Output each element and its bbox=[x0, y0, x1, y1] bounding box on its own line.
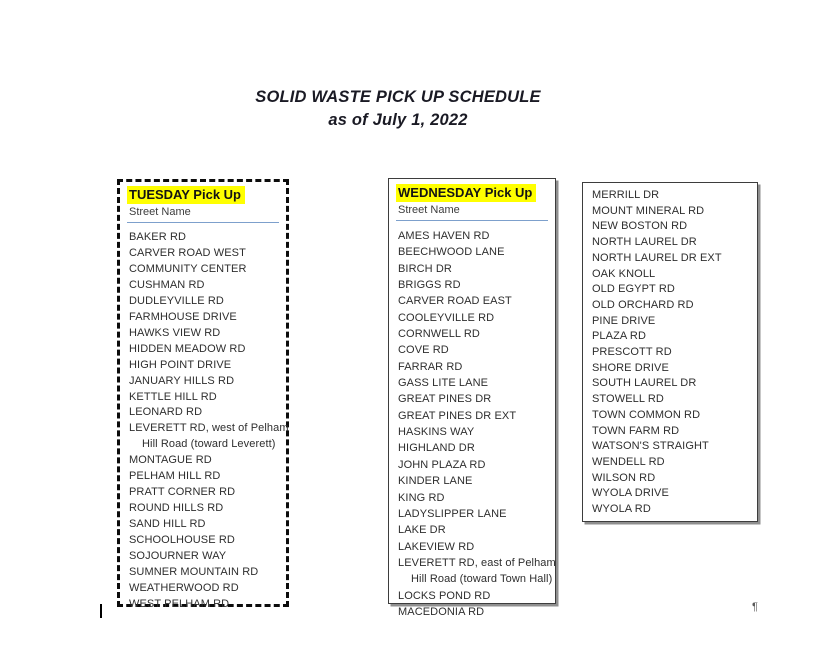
street-row: OLD ORCHARD RD bbox=[592, 298, 694, 311]
street-row: NORTH LAUREL DR bbox=[592, 236, 697, 249]
street-row: SUMNER MOUNTAIN RD bbox=[129, 566, 259, 579]
tuesday-street-name-label: Street Name bbox=[127, 206, 279, 223]
wednesday-pickup-box bbox=[388, 178, 556, 618]
wednesday-header bbox=[396, 184, 548, 202]
wednesday-street-list bbox=[396, 228, 556, 620]
street-row: LEONARD RD bbox=[129, 406, 203, 419]
street-row: LAKE DR bbox=[398, 524, 446, 537]
document-title-line1: SOLID WASTE PICK UP SCHEDULE bbox=[255, 88, 541, 106]
street-row: COMMUNITY CENTER bbox=[129, 262, 247, 275]
street-row: BAKER RD bbox=[129, 231, 187, 243]
street-row: WATSON'S STRAIGHT bbox=[592, 440, 709, 453]
street-row: GREAT PINES DR EXT bbox=[398, 409, 517, 422]
street-row: OAK KNOLL bbox=[592, 267, 656, 280]
document-title-line2: as of July 1, 2022 bbox=[328, 111, 468, 129]
street-row: HAWKS VIEW RD bbox=[129, 326, 221, 339]
street-row: MOUNT MINERAL RD bbox=[592, 204, 705, 217]
street-row: OLD EGYPT RD bbox=[592, 283, 675, 296]
wednesday-header-highlight: WEDNESDAY Pick Up bbox=[396, 184, 536, 202]
tuesday-header-highlight: TUESDAY Pick Up bbox=[127, 186, 245, 204]
street-row: PRESCOTT RD bbox=[592, 346, 672, 359]
street-row: Hill Road (toward Town Hall) bbox=[411, 573, 553, 586]
street-row: CARVER ROAD WEST bbox=[129, 246, 246, 259]
document-title bbox=[0, 86, 796, 132]
street-row: LEVERETT RD, east of Pelham bbox=[398, 556, 556, 569]
street-row: CUSHMAN RD bbox=[129, 278, 205, 291]
street-row: Hill Road (toward Leverett) bbox=[142, 438, 276, 451]
street-row: AMES HAVEN RD bbox=[398, 230, 490, 242]
street-row: WEATHERWOOD RD bbox=[129, 581, 239, 594]
street-row: KETTLE HILL RD bbox=[129, 390, 217, 403]
street-row: COOLEYVILLE RD bbox=[398, 311, 495, 324]
street-row: SOUTH LAUREL DR bbox=[592, 377, 697, 390]
street-row: PINE DRIVE bbox=[592, 314, 656, 327]
wednesday-pickup-continued-box bbox=[582, 182, 758, 522]
pilcrow-mark: ¶ bbox=[752, 601, 758, 613]
street-row: HIGHLAND DR bbox=[398, 442, 475, 455]
street-row: PELHAM HILL RD bbox=[129, 470, 221, 483]
street-row: PRATT CORNER RD bbox=[129, 486, 236, 499]
street-row: DUDLEYVILLE RD bbox=[129, 294, 224, 307]
wednesday-street-name-label: Street Name bbox=[396, 204, 548, 221]
street-row: CARVER ROAD EAST bbox=[398, 295, 512, 308]
street-row: KINDER LANE bbox=[398, 475, 473, 488]
street-row: MERRILL DR bbox=[592, 189, 660, 201]
street-row: GASS LITE LANE bbox=[398, 377, 489, 390]
street-row: WYOLA DRIVE bbox=[592, 487, 669, 500]
tuesday-street-list bbox=[127, 230, 289, 613]
street-row: SCHOOLHOUSE RD bbox=[129, 534, 235, 547]
street-row: NORTH LAUREL DR EXT bbox=[592, 251, 722, 264]
street-row: LOCKS POND RD bbox=[398, 589, 491, 602]
tuesday-header bbox=[127, 186, 279, 204]
street-row: NEW BOSTON RD bbox=[592, 220, 688, 233]
street-row: ROUND HILLS RD bbox=[129, 502, 224, 515]
tuesday-pickup-box bbox=[117, 179, 289, 610]
street-row: BEECHWOOD LANE bbox=[398, 246, 505, 259]
street-row: TOWN COMMON RD bbox=[592, 408, 701, 421]
street-row: PLAZA RD bbox=[592, 330, 646, 343]
street-row: WILSON RD bbox=[592, 471, 656, 484]
street-row: BIRCH DR bbox=[398, 262, 452, 275]
street-row: HIGH POINT DRIVE bbox=[129, 358, 232, 371]
street-row: FARMHOUSE DRIVE bbox=[129, 310, 237, 323]
wednesday-continued-street-list bbox=[590, 188, 750, 518]
street-row: TOWN FARM RD bbox=[592, 424, 680, 437]
street-row: SOJOURNER WAY bbox=[129, 550, 227, 563]
street-row: COVE RD bbox=[398, 344, 449, 357]
text-cursor bbox=[100, 604, 102, 618]
street-row: FARRAR RD bbox=[398, 360, 463, 373]
street-row: WENDELL RD bbox=[592, 455, 665, 468]
street-row: JANUARY HILLS RD bbox=[129, 374, 235, 387]
street-row: MACEDONIA RD bbox=[398, 605, 485, 618]
street-row: CORNWELL RD bbox=[398, 328, 480, 341]
street-row: GREAT PINES DR bbox=[398, 393, 492, 406]
street-row: LADYSLIPPER LANE bbox=[398, 507, 507, 520]
street-row: SHORE DRIVE bbox=[592, 361, 669, 374]
street-row: HASKINS WAY bbox=[398, 426, 475, 439]
street-row: WYOLA RD bbox=[592, 503, 651, 516]
street-row: KING RD bbox=[398, 491, 445, 504]
street-row: LEVERETT RD, west of Pelham bbox=[129, 422, 289, 435]
street-row: MONTAGUE RD bbox=[129, 454, 212, 467]
street-row: SAND HILL RD bbox=[129, 518, 206, 531]
street-row: STOWELL RD bbox=[592, 393, 664, 406]
street-row: HIDDEN MEADOW RD bbox=[129, 342, 246, 355]
street-row: WEST PELHAM RD bbox=[129, 597, 230, 610]
street-row: JOHN PLAZA RD bbox=[398, 458, 486, 471]
street-row: LAKEVIEW RD bbox=[398, 540, 475, 553]
street-row: BRIGGS RD bbox=[398, 279, 461, 292]
